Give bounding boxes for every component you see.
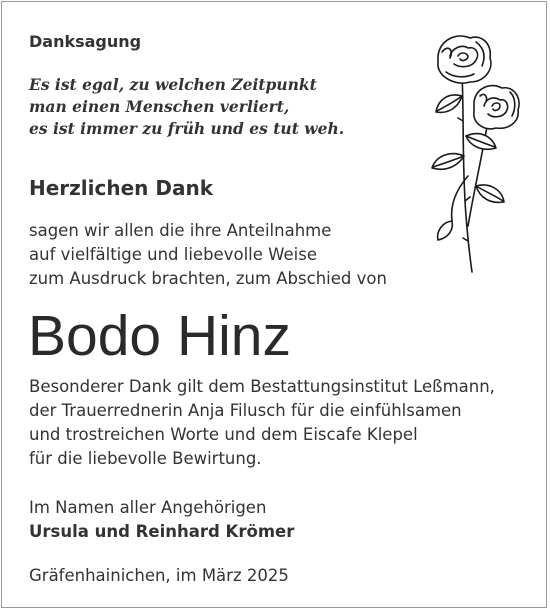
special-thanks <box>29 375 495 471</box>
body-line: Besonderer Dank gilt dem Bestattungsinstitut Leßmann, <box>29 377 495 396</box>
thanks-title: Herzlichen Dank <box>29 176 214 200</box>
intro-line: zum Ausdruck brachten, zum Abschied von <box>29 269 387 288</box>
quote-line: man einen Menschen verliert, <box>29 97 290 116</box>
deceased-name: Bodo Hinz <box>28 304 291 368</box>
memorial-quote <box>29 74 344 140</box>
quote-line: es ist immer zu früh und es tut weh. <box>29 119 345 138</box>
thanks-intro <box>29 219 387 291</box>
body-line: für die liebevolle Bewirtung. <box>29 449 262 468</box>
intro-line: sagen wir allen die ihre Anteilnahme <box>29 221 332 240</box>
body-line: und trostreichen Worte und dem Eiscafe Klepel <box>29 425 418 444</box>
quote-line: Es ist egal, zu welchen Zeitpunkt <box>29 75 317 94</box>
place-date: Gräfenhainichen, im März 2025 <box>29 566 289 585</box>
notice-heading: Danksagung <box>29 32 142 51</box>
signature-intro: Im Namen aller Angehörigen <box>29 498 267 517</box>
intro-line: auf vielfältige und liebevolle Weise <box>29 245 317 264</box>
body-line: der Trauerrednerin Anja Filusch für die einfühlsamen <box>29 401 462 420</box>
roses-icon <box>410 26 530 276</box>
signature-names: Ursula und Reinhard Krömer <box>29 522 295 541</box>
